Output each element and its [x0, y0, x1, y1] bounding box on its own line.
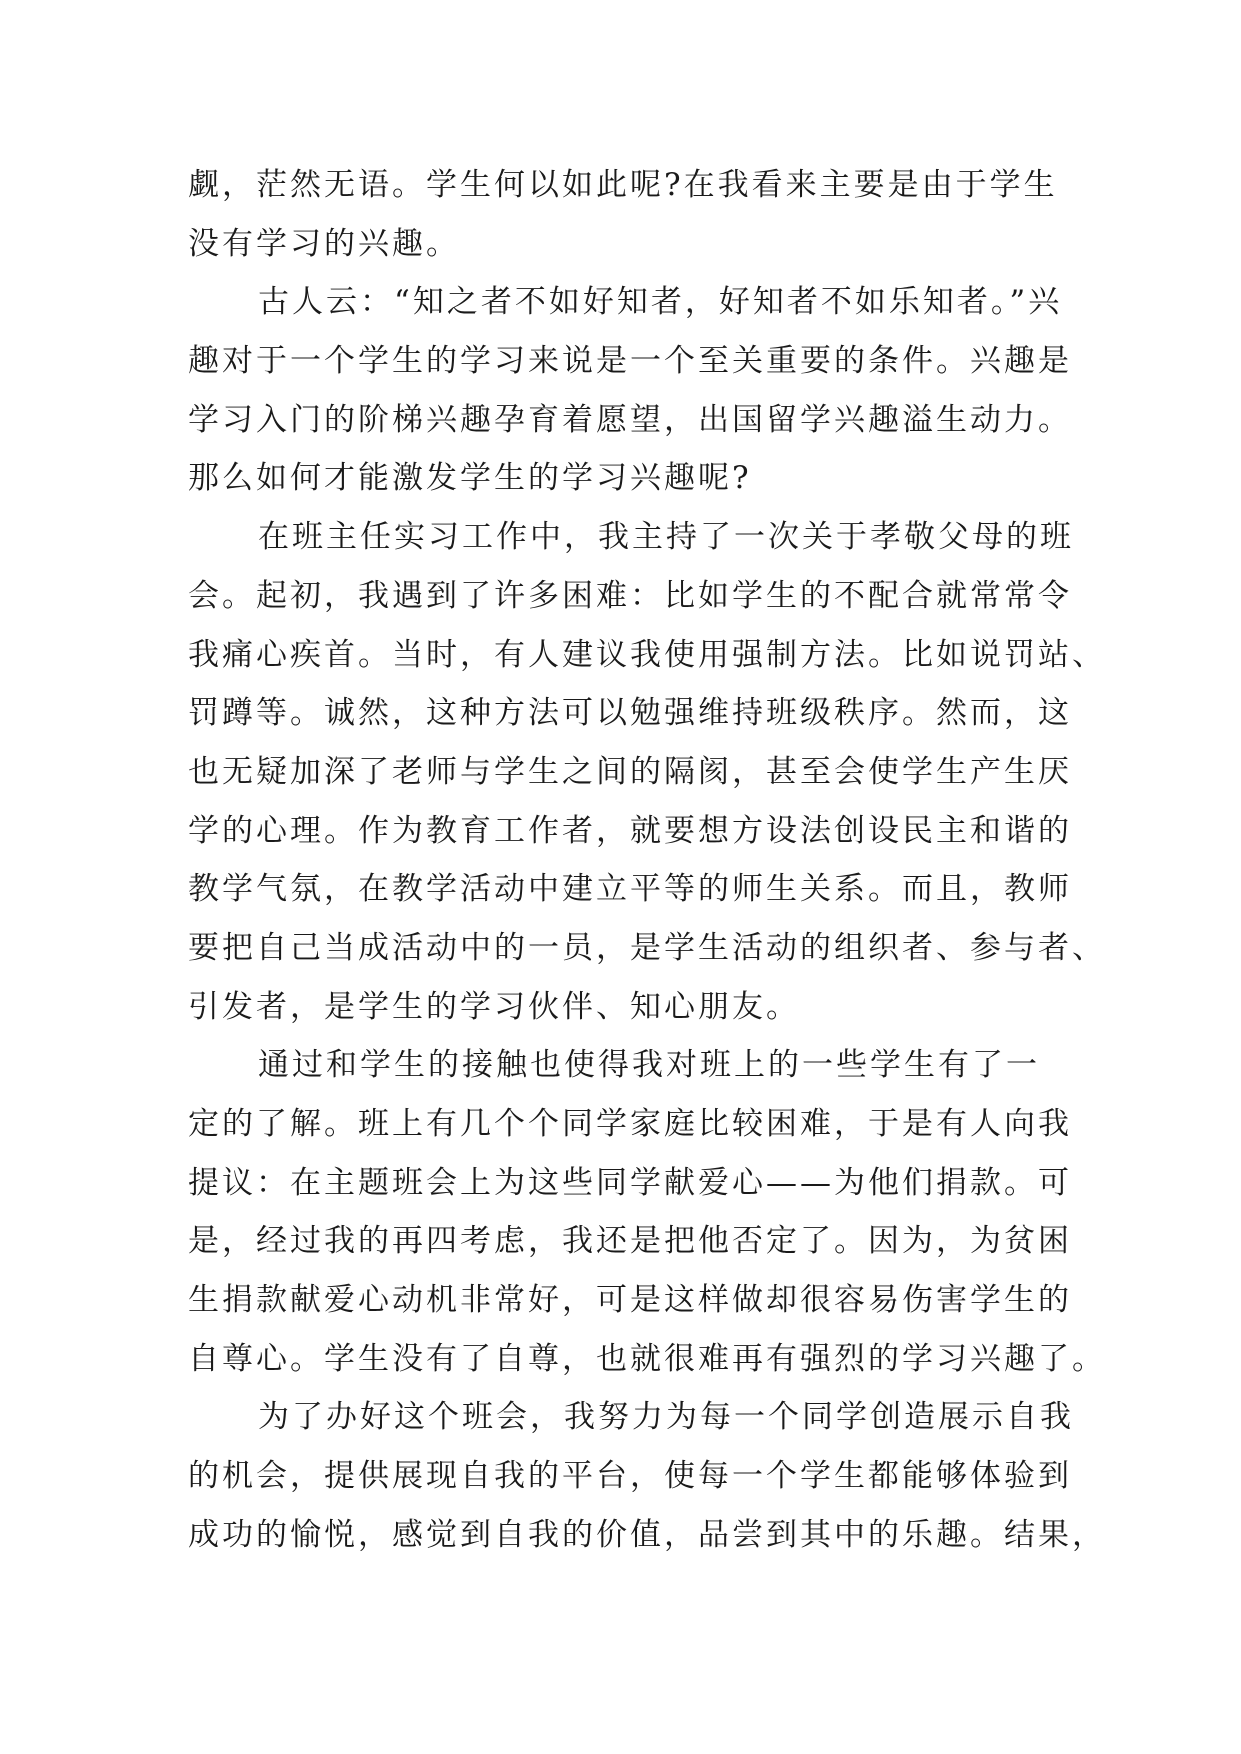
paragraph-4-line-1: 通过和学生的接触也使得我对班上的一些学生有了一 — [258, 1047, 1040, 1084]
paragraph-4-line-4: 是，经过我的再四考虑，我还是把他否定了。因为，为贫困 — [188, 1223, 1072, 1260]
paragraph-3-line-2: 会。起初，我遇到了许多困难：比如学生的不配合就常常令 — [188, 577, 1072, 614]
paragraph-3-line-7: 教学气氛，在教学活动中建立平等的师生关系。而且，教师 — [188, 871, 1072, 908]
document-body — [188, 156, 1106, 1565]
paragraph-3-line-4: 罚蹲等。诚然，这种方法可以勉强维持班级秩序。然而，这 — [188, 695, 1072, 732]
paragraph-2-line-3: 学习入门的阶梯兴趣孕育着愿望，出国留学兴趣溢生动力。 — [188, 401, 1072, 438]
paragraph-5-line-2: 的机会，提供展现自我的平台，使每一个学生都能够体验到 — [188, 1458, 1072, 1495]
paragraph-3-line-5: 也无疑加深了老师与学生之间的隔阂，甚至会使学生产生厌 — [188, 753, 1072, 790]
paragraph-3-line-6: 学的心理。作为教育工作者，就要想方设法创设民主和谐的 — [188, 812, 1072, 849]
paragraph-2-line-4: 那么如何才能激发学生的学习兴趣呢? — [188, 460, 752, 497]
paragraph-5-line-1: 为了办好这个班会，我努力为每一个同学创造展示自我 — [258, 1399, 1074, 1436]
paragraph-2-line-1: 古人云：“知之者不如好知者，好知者不如乐知者。”兴 — [258, 284, 1063, 321]
paragraph-1-line-2: 没有学习的兴趣。 — [188, 225, 460, 262]
paragraph-3-line-9: 引发者，是学生的学习伙伴、知心朋友。 — [188, 988, 800, 1025]
paragraph-3-line-8: 要把自己当成活动中的一员，是学生活动的组织者、参与者、 — [188, 929, 1106, 966]
paragraph-3-line-1: 在班主任实习工作中，我主持了一次关于孝敬父母的班 — [258, 519, 1074, 556]
paragraph-4-line-2: 定的了解。班上有几个个同学家庭比较困难，于是有人向我 — [188, 1106, 1072, 1142]
paragraph-5-line-3: 成功的愉悦，感觉到自我的价值，品尝到其中的乐趣。结果， — [188, 1516, 1106, 1553]
paragraph-4-line-5: 生捐款献爱心动机非常好，可是这样做却很容易伤害学生的 — [188, 1282, 1072, 1319]
paragraph-2-line-2: 趣对于一个学生的学习来说是一个至关重要的条件。兴趣是 — [188, 343, 1072, 380]
paragraph-1-line-1: 觑，茫然无语。学生何以如此呢?在我看来主要是由于学生 — [188, 167, 1058, 203]
paragraph-4-line-3: 提议：在主题班会上为这些同学献爱心——为他们捐款。可 — [188, 1164, 1072, 1201]
paragraph-4-line-6: 自尊心。学生没有了自尊，也就很难再有强烈的学习兴趣了。 — [188, 1340, 1106, 1377]
paragraph-3-line-3: 我痛心疾首。当时，有人建议我使用强制方法。比如说罚站、 — [188, 636, 1106, 673]
